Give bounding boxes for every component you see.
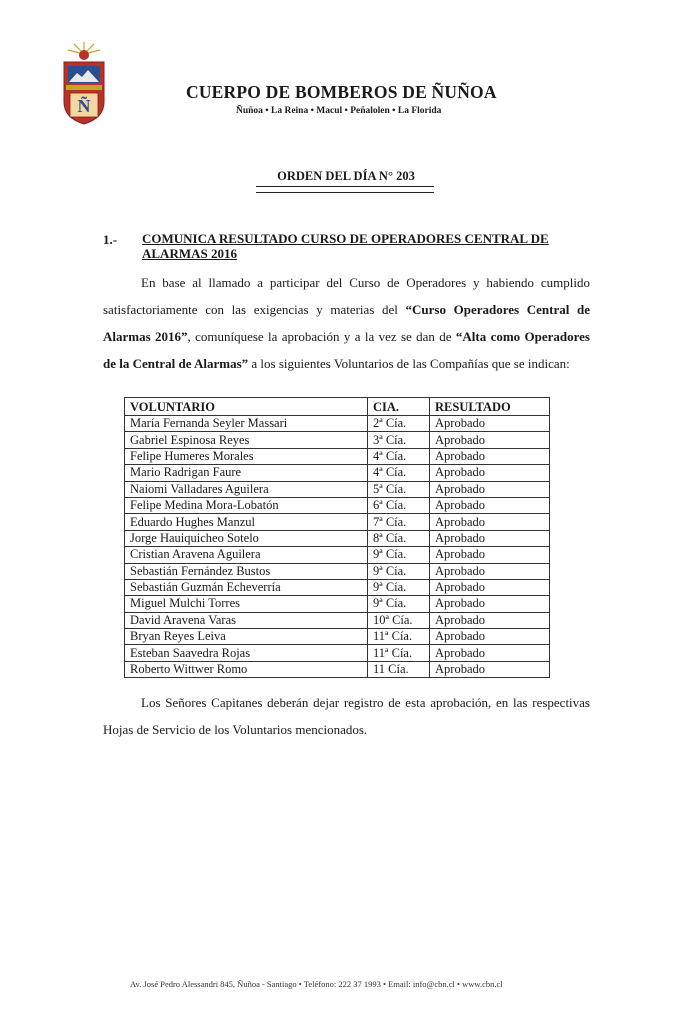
header-resultado: RESULTADO xyxy=(430,398,550,416)
volunteer-result: Aprobado xyxy=(430,497,550,513)
volunteer-name: Felipe Medina Mora-Lobatón xyxy=(125,497,368,513)
section-number: 1.- xyxy=(103,232,118,247)
volunteer-company: 4ª Cía. xyxy=(368,465,430,481)
closing-text: Los Señores Capitanes deberán dejar registro de esta aprobación, en las respectivas Hojas de Servicio de los Voluntarios mencionados. xyxy=(103,695,590,737)
volunteer-company: 7ª Cía. xyxy=(368,514,430,530)
volunteer-name: Felipe Humeres Morales xyxy=(125,448,368,464)
volunteer-company: 11 Cía. xyxy=(368,661,430,677)
volunteer-result: Aprobado xyxy=(430,514,550,530)
volunteer-name: Bryan Reyes Leiva xyxy=(125,629,368,645)
volunteer-result: Aprobado xyxy=(430,547,550,563)
title-double-rule xyxy=(256,186,434,193)
volunteer-name: Miguel Mulchi Torres xyxy=(125,596,368,612)
volunteer-name: Jorge Hauiquicheo Sotelo xyxy=(125,530,368,546)
volunteer-name: Sebastián Fernández Bustos xyxy=(125,563,368,579)
organization-communes: Ñuñoa • La Reina • Macul • Peñalolen • La Florida xyxy=(236,106,442,116)
volunteer-company: 3ª Cía. xyxy=(368,432,430,448)
volunteer-result: Aprobado xyxy=(430,596,550,612)
table-row xyxy=(125,661,550,677)
closing-paragraph xyxy=(103,689,590,743)
fire-department-crest-icon xyxy=(60,40,108,126)
volunteer-company: 11ª Cía. xyxy=(368,645,430,661)
volunteer-name: Eduardo Hughes Manzul xyxy=(125,514,368,530)
table-row xyxy=(125,547,550,563)
volunteer-result: Aprobado xyxy=(430,432,550,448)
volunteer-result: Aprobado xyxy=(430,530,550,546)
volunteer-company: 2ª Cía. xyxy=(368,416,430,432)
svg-text:Ñ: Ñ xyxy=(77,96,91,116)
volunteer-company: 10ª Cía. xyxy=(368,612,430,628)
volunteer-name: María Fernanda Seyler Massari xyxy=(125,416,368,432)
table-row xyxy=(125,579,550,595)
organization-name: CUERPO DE BOMBEROS DE ÑUÑOA xyxy=(186,82,497,102)
volunteer-company: 4ª Cía. xyxy=(368,448,430,464)
volunteer-company: 9ª Cía. xyxy=(368,579,430,595)
volunteer-name: Sebastián Guzmán Echeverría xyxy=(125,579,368,595)
volunteer-name: Cristian Aravena Aguilera xyxy=(125,547,368,563)
table-row xyxy=(125,596,550,612)
volunteer-result: Aprobado xyxy=(430,465,550,481)
volunteer-result: Aprobado xyxy=(430,612,550,628)
table-row xyxy=(125,612,550,628)
volunteer-company: 9ª Cía. xyxy=(368,563,430,579)
intro-paragraph xyxy=(103,269,590,377)
section-title: COMUNICA RESULTADO CURSO DE OPERADORES CENTRAL DE ALARMAS 2016 xyxy=(142,231,549,261)
table-row xyxy=(125,448,550,464)
intro-text-1: En base al llamado a participar del Curso de Operadores y habiendo cumplido satisfactoriamente con las exigencias y materias del xyxy=(103,275,590,317)
intro-text-3: a los siguientes Voluntarios de las Compañías que se indican: xyxy=(248,356,570,371)
header-cia: CIA. xyxy=(368,398,430,416)
volunteer-name: Mario Radrigan Faure xyxy=(125,465,368,481)
table-row xyxy=(125,432,550,448)
volunteer-company: 8ª Cía. xyxy=(368,530,430,546)
footer-contact: Av. José Pedro Alessandri 845, Ñuñoa - Santiago • Teléfono: 222 37 1993 • Email: info@cbn.cl • www.cbn.cl xyxy=(130,979,503,989)
volunteer-result: Aprobado xyxy=(430,661,550,677)
volunteer-company: 11ª Cía. xyxy=(368,629,430,645)
volunteer-company: 6ª Cía. xyxy=(368,497,430,513)
volunteer-result: Aprobado xyxy=(430,481,550,497)
table-row xyxy=(125,481,550,497)
volunteer-name: Roberto Wittwer Romo xyxy=(125,661,368,677)
volunteer-result: Aprobado xyxy=(430,416,550,432)
volunteer-company: 5ª Cía. xyxy=(368,481,430,497)
table-row xyxy=(125,629,550,645)
header-voluntario: VOLUNTARIO xyxy=(125,398,368,416)
volunteers-table xyxy=(124,397,550,678)
volunteer-company: 9ª Cía. xyxy=(368,547,430,563)
table-row xyxy=(125,530,550,546)
table-header-row xyxy=(125,398,550,416)
volunteer-company: 9ª Cía. xyxy=(368,596,430,612)
order-title: ORDEN DEL DÍA N° 203 xyxy=(277,169,415,183)
intro-alta-phrase: “Alta como Operadores de la Central de Alarmas” xyxy=(103,329,590,371)
table-row xyxy=(125,416,550,432)
intro-text-2: , comuníquese la aprobación y a la vez se dan de xyxy=(187,329,456,344)
table-row xyxy=(125,645,550,661)
volunteer-result: Aprobado xyxy=(430,563,550,579)
table-row xyxy=(125,497,550,513)
volunteer-result: Aprobado xyxy=(430,645,550,661)
volunteer-name: Gabriel Espinosa Reyes xyxy=(125,432,368,448)
table-row xyxy=(125,514,550,530)
volunteer-result: Aprobado xyxy=(430,448,550,464)
intro-course-name: “Curso Operadores Central de Alarmas 2016” xyxy=(103,302,590,344)
volunteer-result: Aprobado xyxy=(430,629,550,645)
table-row xyxy=(125,563,550,579)
volunteer-name: Esteban Saavedra Rojas xyxy=(125,645,368,661)
volunteer-name: David Aravena Varas xyxy=(125,612,368,628)
volunteer-result: Aprobado xyxy=(430,579,550,595)
volunteer-name: Naiomi Valladares Aguilera xyxy=(125,481,368,497)
table-row xyxy=(125,465,550,481)
